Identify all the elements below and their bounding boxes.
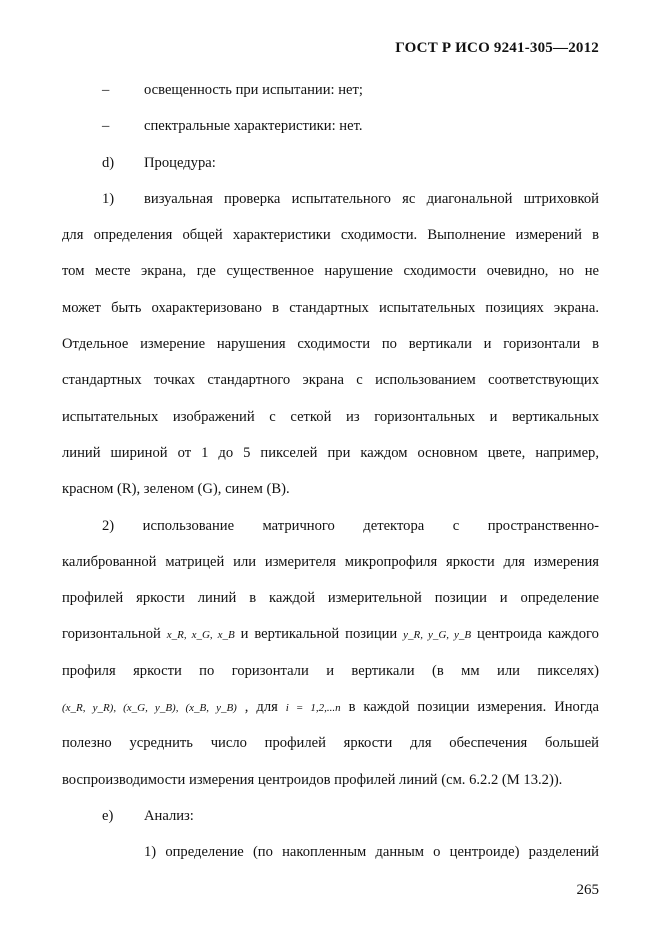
heading-text: Процедура: bbox=[144, 154, 216, 171]
paragraph-line: 2) использование матричного детектора с пространственно- bbox=[102, 517, 599, 534]
list-marker: – bbox=[102, 82, 110, 98]
paragraph-line: линий шириной от 1 до 5 пикселей при каждом основном цвете, например, bbox=[62, 444, 599, 461]
paragraph-line: красном (R), зеленом (G), синем (B). bbox=[62, 481, 290, 498]
list-marker: 1) bbox=[102, 190, 115, 207]
list-marker: e) bbox=[102, 807, 114, 824]
heading-text: Анализ: bbox=[144, 807, 194, 824]
section-heading bbox=[62, 145, 599, 181]
paragraph-line: воспроизводимости измерения центроидов профилей линий (см. 6.2.2 (М 13.2)). bbox=[62, 771, 563, 788]
paragraph-line: том месте экрана, где существенное нарушение сходимости очевидно, но не bbox=[62, 263, 599, 280]
paragraph-line: для определения общей характеристики сходимости. Выполнение измерений в bbox=[62, 227, 599, 244]
paragraph-line bbox=[62, 616, 599, 652]
paragraph-line: 1) определение (по накопленным данным о центроиде) разделений bbox=[144, 844, 599, 861]
text-segment: горизонтальной bbox=[62, 626, 161, 643]
paragraph-line: может быть охарактеризовано в стандартных испытательных позициях экрана. bbox=[62, 299, 599, 316]
text-segment: в каждой позиции измерения. Иногда bbox=[348, 699, 599, 716]
list-item bbox=[62, 72, 599, 108]
paragraph-line: стандартных точках стандартного экрана с использованием соответствующих bbox=[62, 372, 599, 389]
paragraph-line bbox=[62, 181, 599, 217]
list-marker: d) bbox=[102, 154, 115, 171]
paragraph-line: профилей яркости линий в каждой измерительной позиции и определение bbox=[62, 590, 599, 607]
formula-x-positions: x_R, x_G, x_B bbox=[166, 629, 235, 642]
paragraph-line bbox=[62, 689, 599, 725]
text-segment: и вертикальной позиции bbox=[240, 626, 398, 643]
text-segment: , для bbox=[244, 699, 278, 716]
paragraph-line: Отдельное измерение нарушения сходимости по вертикали и горизонтали в bbox=[62, 336, 599, 353]
paragraph-line: полезно усреднить число профилей яркости для обеспечения большей bbox=[62, 735, 599, 752]
standard-header: ГОСТ Р ИСО 9241-305—2012 bbox=[395, 40, 599, 56]
body-text bbox=[62, 72, 599, 871]
page-number: 265 bbox=[576, 882, 599, 898]
list-marker: – bbox=[102, 118, 110, 135]
list-item bbox=[62, 108, 599, 144]
list-text: освещенность при испытании: нет; bbox=[144, 82, 363, 98]
paragraph-line: испытательных изображений с сеткой из горизонтальных и вертикальных bbox=[62, 408, 599, 425]
paragraph-line: профиля яркости по горизонтали и вертикали (в мм или пикселях) bbox=[62, 662, 599, 679]
paragraph-line: калиброванной матрицей или измерителя микропрофиля яркости для измерения bbox=[62, 553, 599, 570]
list-text: визуальная проверка испытательного яс диагональной штриховкой bbox=[144, 190, 599, 207]
formula-index-range: i = 1,2,...n bbox=[285, 702, 341, 715]
section-heading bbox=[62, 798, 599, 834]
formula-coordinate-pairs: (x_R, y_R), (x_G, y_B), (x_B, y_B) bbox=[62, 702, 237, 715]
formula-y-positions: y_R, y_G, y_B bbox=[403, 629, 472, 642]
list-text: спектральные характеристики: нет. bbox=[144, 118, 363, 135]
text-segment: центроида каждого bbox=[477, 626, 599, 643]
